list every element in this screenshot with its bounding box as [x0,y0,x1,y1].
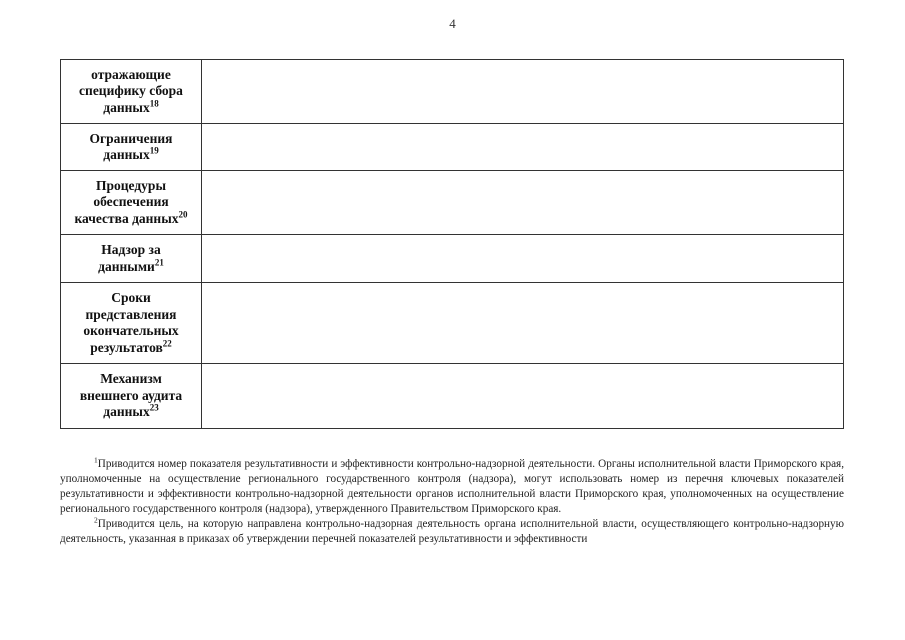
row-value-cell [202,171,844,235]
row-label: Надзор за данными [98,242,161,274]
footnote [60,457,844,517]
row-label: Механизм внешнего аудита данных [79,371,183,420]
footnote-text: Приводится цель, на которую направлена контрольно-надзорная деятельность органа исполнительной власти, осуществляющего контрольно-надзорную деятельность, указанная в приказах об утверждении перечней показателей результативности и эффективности [60,518,844,545]
row-label: Сроки представления окончательных результатов [83,290,179,355]
row-label-cell [61,124,202,171]
row-value-cell [202,124,844,171]
footnote-ref: 22 [162,338,172,348]
footnote-number: 1 [94,455,98,465]
row-label-cell [61,283,202,364]
footnotes [60,457,844,547]
row-label-cell [61,235,202,283]
row-label-cell [61,364,202,429]
row-label: отражающие специфику сбора данных [79,66,183,115]
row-label: Процедуры обеспечения качества данных [74,177,179,226]
row-value-cell [202,364,844,429]
row-label-cell [61,171,202,235]
footnote-ref: 18 [149,98,159,109]
data-description-table [60,59,844,429]
footnote-text: Приводится номер показателя результативности и эффективности контрольно-надзорной деятельности. Органы исполнительной власти Приморского края, уполномоченные на осуществление регионального государственного контроля (надзора), могут использовать номер из перечня ключевых показателей результативности и эффективности контрольно-надзорной деятельности органов исполнительной власти Приморского края, уполномоченных на осуществление регионального государственного контроля (надзора), утвержденного Правительством Приморского края. [60,458,844,515]
footnote-ref: 23 [149,402,159,413]
table-row [61,283,844,364]
table-row [61,124,844,171]
table-row [61,235,844,283]
row-value-cell [202,283,844,364]
footnote-ref: 21 [154,257,164,267]
footnote-number: 2 [94,515,98,525]
table-row [61,171,844,235]
footnote-ref: 20 [178,209,188,220]
row-label: Ограничения данных [89,130,173,162]
row-value-cell [202,60,844,124]
table-row [61,60,844,124]
footnote-ref: 19 [149,145,159,156]
page-number: 4 [449,16,456,31]
row-label-cell [61,60,202,124]
row-value-cell [202,235,844,283]
footnote [60,517,844,547]
table-row [61,364,844,429]
